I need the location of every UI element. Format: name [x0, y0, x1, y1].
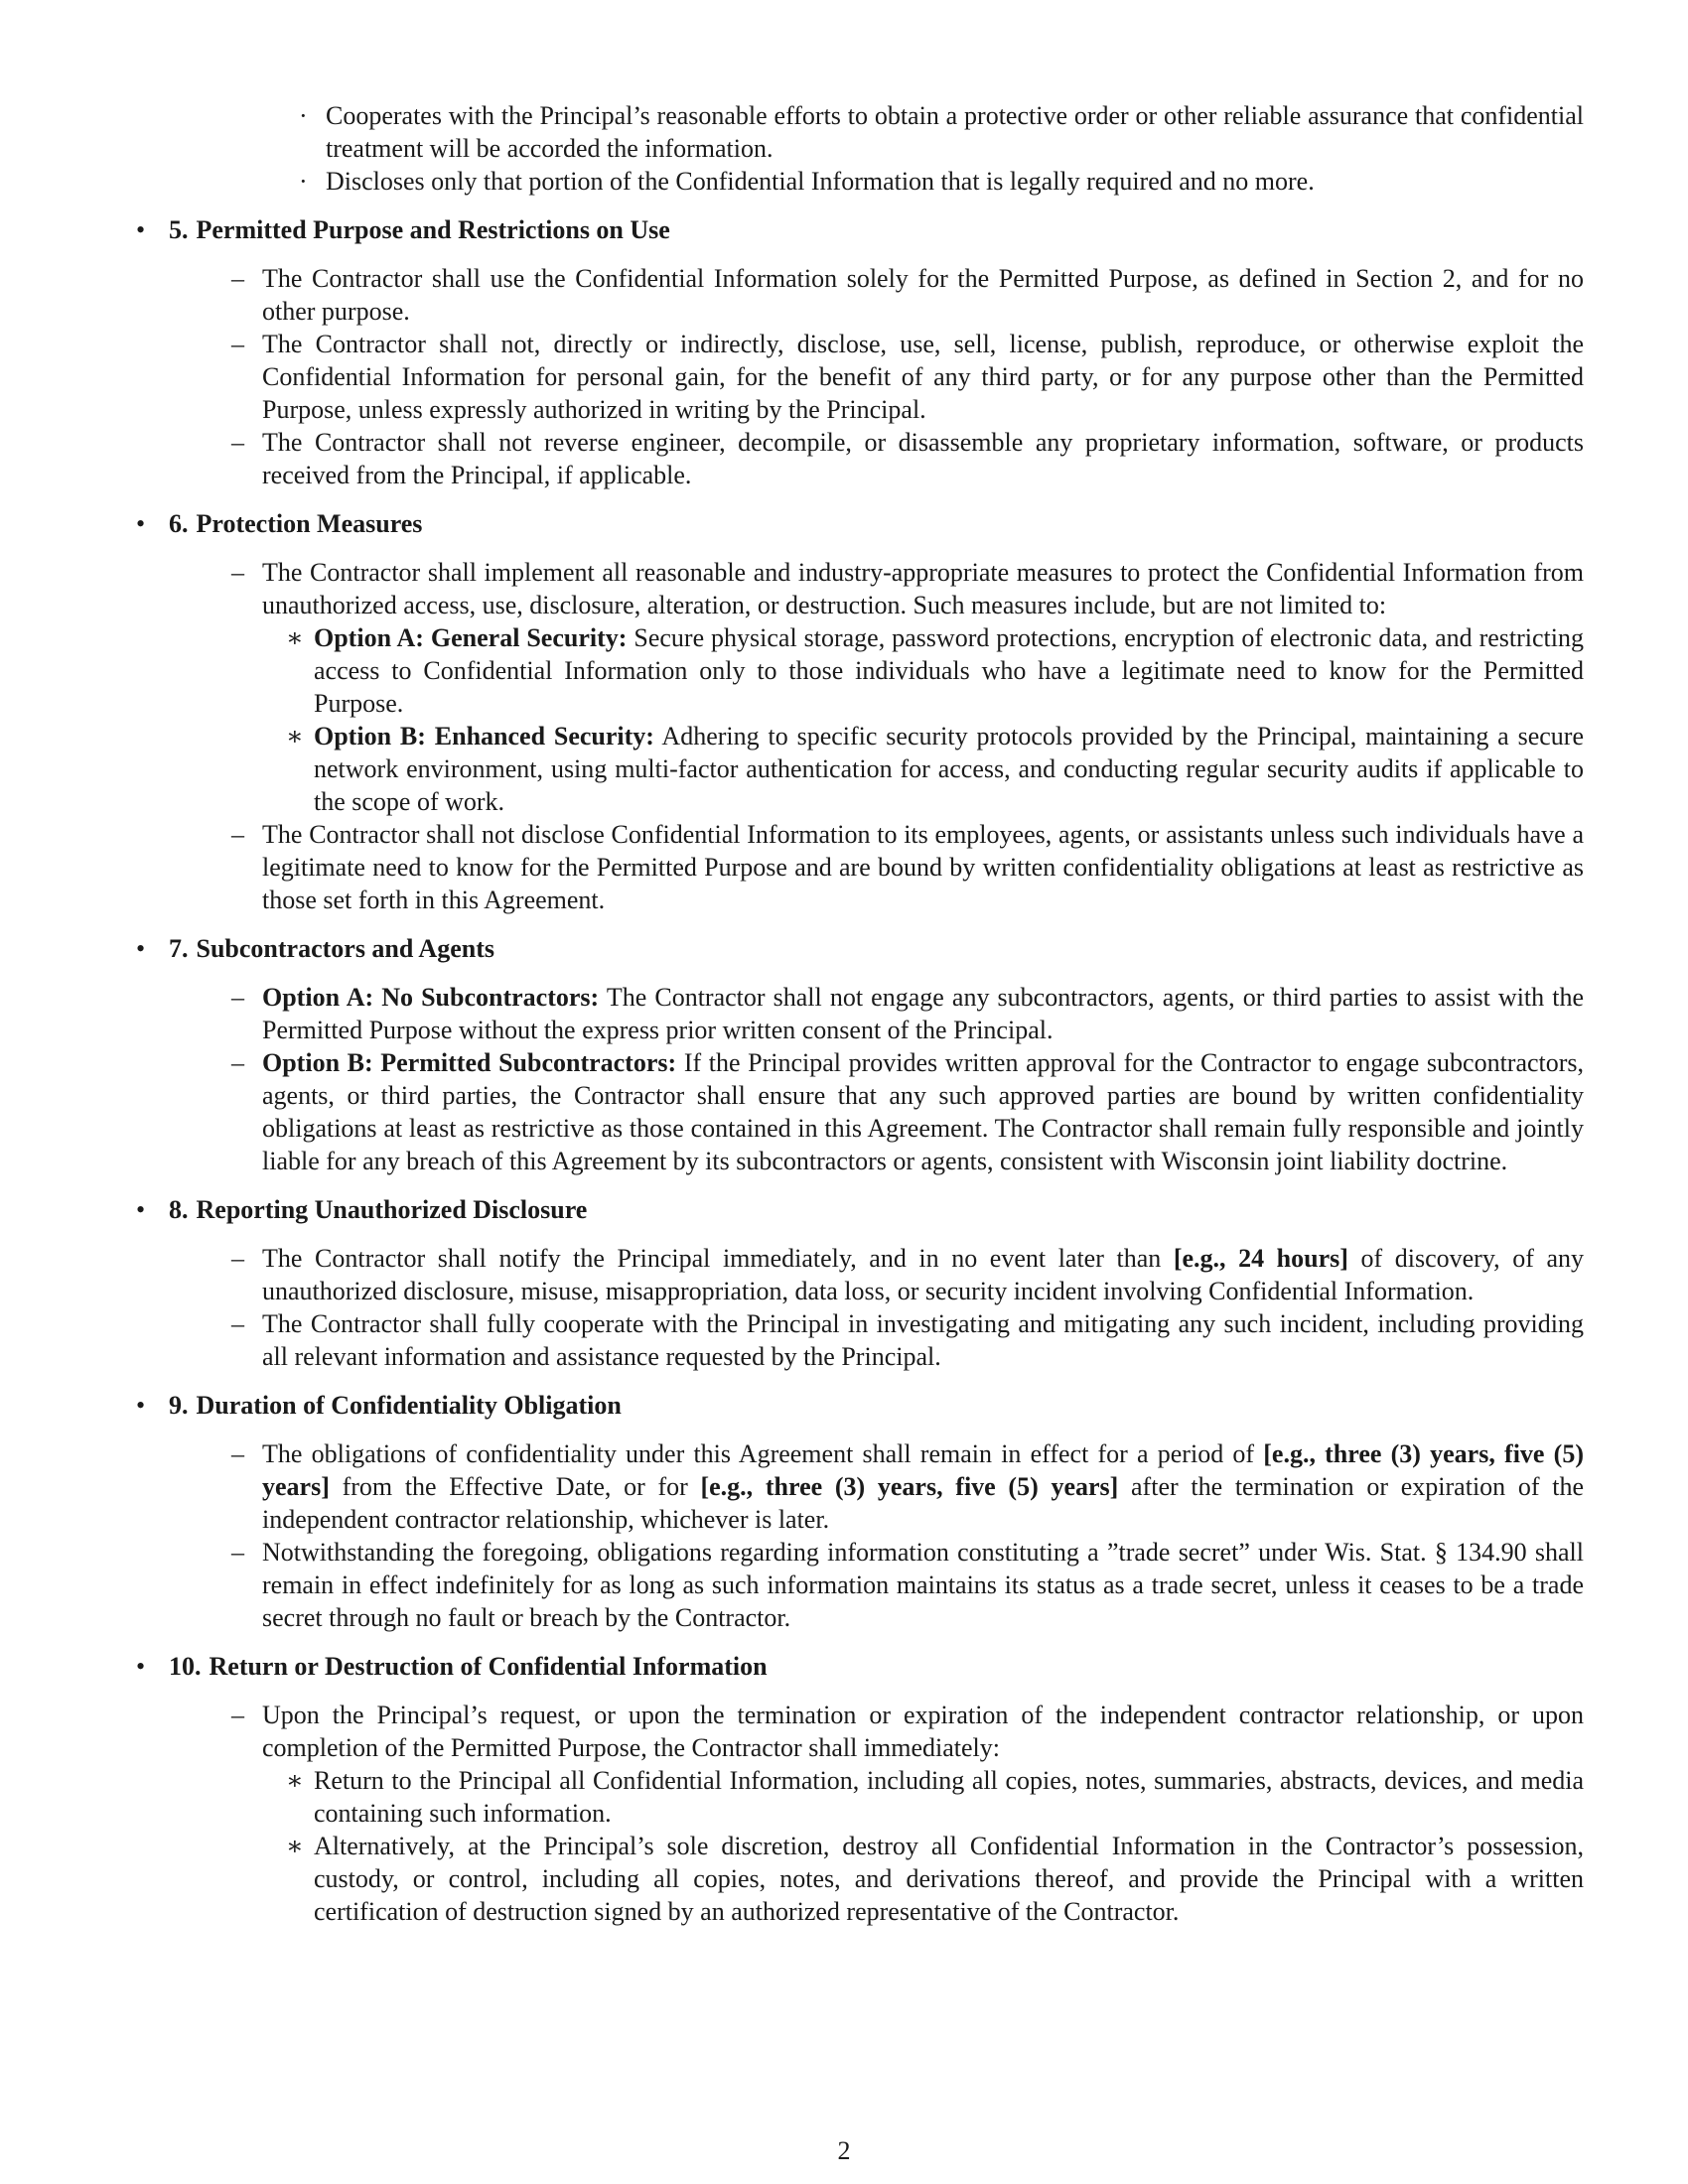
section-6 — [134, 507, 1584, 916]
list-item-text: The Contractor shall notify the Principal immediately, and in no event later than — [262, 1244, 1174, 1273]
list-item-text: Cooperates with the Principal’s reasonable efforts to obtain a protective order or other reliable assurance that confidential treatment will be accorded the information. — [326, 101, 1584, 163]
star-marker: ∗ — [286, 623, 304, 652]
option-label: Option B: Enhanced Security: — [314, 722, 654, 751]
dash-marker: – — [231, 820, 244, 849]
section-5 — [134, 213, 1584, 491]
sub-list-item — [169, 1830, 1584, 1928]
list-item-text: Alternatively, at the Principal’s sole discretion, destroy all Confidential Information in the Contractor’s possession, custody, or control, including all copies, notes, and derivations thereof, and provide the Principal with a written certification of destruction signed by an authorized representative of the Contractor. — [314, 1832, 1584, 1926]
star-marker: ∗ — [286, 722, 304, 751]
dash-marker: – — [231, 1538, 244, 1567]
sub-list-item — [169, 1764, 1584, 1830]
section-number: 10. — [169, 1652, 202, 1681]
list-item-text: Discloses only that portion of the Confidential Information that is legally required and no more. — [326, 167, 1315, 196]
list-item — [169, 262, 1584, 328]
list-item — [169, 1242, 1584, 1307]
list-item-text: The Contractor shall not reverse engineer, decompile, or disassemble any proprietary information, software, or products received from the Principal, if applicable. — [262, 428, 1584, 489]
page-number: 2 — [837, 2136, 851, 2165]
option-text: The Contractor shall not engage any subcontractors, agents, or third parties to assist with the Permitted Purpose without the express prior written consent of the Principal. — [262, 983, 1585, 1044]
list-item-text: The Contractor shall implement all reasonable and industry-appropriate measures to protect the Confidential Information from unauthorized access, use, disclosure, alteration, or destruction. Such measures include, but are not limited to: — [262, 558, 1584, 619]
section-title: Reporting Unauthorized Disclosure — [196, 1195, 588, 1224]
dot-marker: · — [299, 167, 308, 196]
section-8 — [134, 1193, 1584, 1373]
star-marker: ∗ — [286, 1832, 304, 1860]
bullet-marker: • — [136, 1391, 146, 1420]
list-item-text: of discovery, of any unauthorized disclosure, misuse, misappropriation, data loss, or security incident involving Confidential Information. — [262, 1244, 1584, 1305]
section-heading — [169, 509, 422, 538]
list-item — [169, 556, 1584, 621]
list-item — [169, 328, 1584, 426]
list-item — [169, 1437, 1584, 1536]
section-heading — [169, 1391, 622, 1420]
dash-marker: – — [231, 983, 244, 1012]
dash-marker: – — [231, 264, 244, 293]
section-title: Duration of Confidentiality Obligation — [196, 1391, 622, 1420]
list-item-text: from the Effective Date, or for — [329, 1472, 701, 1501]
placeholder-text: [e.g., three (3) years, five (5) years] — [700, 1472, 1119, 1501]
section-number: 9. — [169, 1391, 189, 1420]
section-title: Return or Destruction of Confidential Information — [209, 1652, 768, 1681]
bullet-marker: • — [136, 934, 146, 963]
list-item-text: Upon the Principal’s request, or upon the termination or expiration of the independent contractor relationship, or upon completion of the Permitted Purpose, the Contractor shall immediately: — [262, 1701, 1584, 1762]
star-marker: ∗ — [286, 1766, 304, 1795]
list-item — [169, 1046, 1584, 1177]
bullet-marker: • — [136, 215, 146, 244]
list-item-text: Return to the Principal all Confidential Information, including all copies, notes, summaries, abstracts, devices, and media containing such information. — [314, 1766, 1584, 1828]
option-text: Secure physical storage, password protections, encryption of electronic data, and restricting access to Confidential Information only to those individuals who have a legitimate need to know for the Permitted Purpose. — [314, 623, 1584, 718]
list-item-text: The Contractor shall use the Confidential Information solely for the Permitted Purpose, as defined in Section 2, and for no other purpose. — [262, 264, 1584, 326]
list-item — [169, 981, 1584, 1046]
dash-marker: – — [231, 1439, 244, 1468]
section-9 — [134, 1389, 1584, 1634]
section-10 — [134, 1650, 1584, 1928]
section-heading — [169, 1195, 587, 1224]
option-label: Option B: Permitted Subcontractors: — [262, 1048, 677, 1077]
list-item-text: after the termination or expiration of the independent contractor relationship, whichever is later. — [262, 1472, 1585, 1534]
dash-marker: – — [231, 1309, 244, 1338]
continued-list — [134, 99, 1584, 198]
bullet-marker: • — [136, 1195, 146, 1224]
section-number: 8. — [169, 1195, 189, 1224]
section-title: Subcontractors and Agents — [196, 934, 494, 963]
dash-marker: – — [231, 428, 244, 457]
section-title: Permitted Purpose and Restrictions on Use — [196, 215, 670, 244]
dash-marker: – — [231, 1701, 244, 1729]
list-item — [169, 1536, 1584, 1634]
placeholder-text: [e.g., three (3) years, five (5) years] — [262, 1439, 1584, 1501]
section-heading — [169, 215, 670, 244]
option-label: Option A: No Subcontractors: — [262, 983, 600, 1012]
list-item — [134, 165, 1584, 198]
list-item-text: The Contractor shall not disclose Confidential Information to its employees, agents, or assistants unless such individuals have a legitimate need to know for the Permitted Purpose and are bound by written confidentiality obligations at least as restrictive as those set forth in this Agreement. — [262, 820, 1584, 914]
list-item-text: Notwithstanding the foregoing, obligations regarding information constituting a ”trade secret” under Wis. Stat. § 134.90 shall remain in effect indefinitely for as long as such information maintains its status as a trade secret, unless it ceases to be a trade secret through no fault or breach by the Contractor. — [262, 1538, 1584, 1632]
option-text: If the Principal provides written approval for the Contractor to engage subcontractors, agents, or third parties, the Contractor shall ensure that any such approved parties are bound by written confidentiality obligations at least as restrictive as those contained in this Agreement. The Contractor shall remain fully responsible and jointly liable for any breach of this Agreement by its subcontractors or agents, consistent with Wisconsin joint liability doctrine. — [262, 1048, 1585, 1175]
bullet-marker: • — [136, 1652, 146, 1681]
list-item — [134, 99, 1584, 165]
list-item-text: The Contractor shall not, directly or indirectly, disclose, use, sell, license, publish, reproduce, or otherwise exploit the Confidential Information for personal gain, for the benefit of any third party, or for any purpose other than the Permitted Purpose, unless expressly authorized in writing by the Principal. — [262, 330, 1584, 424]
section-number: 5. — [169, 215, 189, 244]
bullet-marker: • — [136, 509, 146, 538]
document-body — [134, 99, 1584, 1928]
section-7 — [134, 932, 1584, 1177]
list-item — [169, 1699, 1584, 1764]
list-item — [169, 426, 1584, 491]
list-item — [169, 1307, 1584, 1373]
section-heading — [169, 1652, 768, 1681]
list-item — [169, 818, 1584, 916]
dot-marker: · — [299, 101, 308, 130]
section-title: Protection Measures — [196, 509, 423, 538]
dash-marker: – — [231, 558, 244, 587]
dash-marker: – — [231, 1244, 244, 1273]
sub-list-item — [169, 621, 1584, 720]
option-label: Option A: General Security: — [314, 623, 628, 652]
dash-marker: – — [231, 330, 244, 358]
section-number: 7. — [169, 934, 189, 963]
list-item-text: The obligations of confidentiality under this Agreement shall remain in effect for a period of — [262, 1439, 1264, 1468]
option-text: Adhering to specific security protocols provided by the Principal, maintaining a secure network environment, using multi-factor authentication for access, and conducting regular security audits if applicable to the scope of work. — [314, 722, 1584, 816]
section-number: 6. — [169, 509, 189, 538]
section-heading — [169, 934, 494, 963]
sub-list-item — [169, 720, 1584, 818]
placeholder-text: [e.g., 24 hours] — [1173, 1244, 1348, 1273]
dash-marker: – — [231, 1048, 244, 1077]
list-item-text: The Contractor shall fully cooperate with the Principal in investigating and mitigating any such incident, including providing all relevant information and assistance requested by the Principal. — [262, 1309, 1584, 1371]
